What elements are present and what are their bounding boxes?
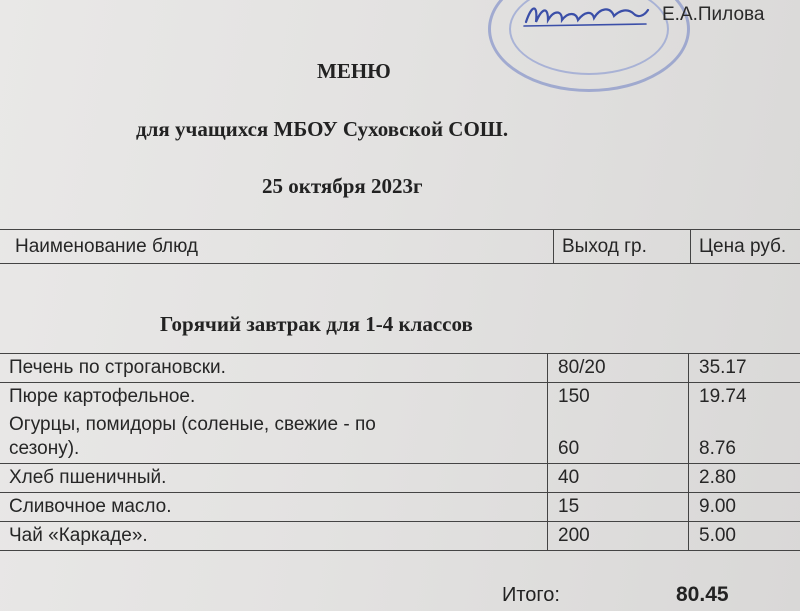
table-row bbox=[0, 464, 800, 493]
dish-price: 19.74 bbox=[689, 383, 800, 412]
column-header-row bbox=[0, 230, 800, 264]
header-dish-name: Наименование блюд bbox=[0, 230, 554, 264]
dish-yield: 80/20 bbox=[548, 354, 689, 383]
table-row bbox=[0, 522, 800, 551]
dish-name: Печень по строгановски. bbox=[0, 354, 548, 383]
dish-yield: 150 bbox=[548, 383, 689, 412]
dish-price: 35.17 bbox=[689, 354, 800, 383]
signer-name: Е.А.Пилова bbox=[662, 4, 765, 25]
dish-price: 9.00 bbox=[689, 493, 800, 522]
dish-name: Хлеб пшеничный. bbox=[0, 464, 548, 493]
column-header-table bbox=[0, 229, 800, 264]
total-value: 80.45 bbox=[676, 583, 729, 606]
menu-items-table bbox=[0, 353, 800, 551]
dish-yield: 40 bbox=[548, 464, 689, 493]
section-title: Горячий завтрак для 1-4 классов bbox=[160, 312, 473, 336]
dish-name: Чай «Каркаде». bbox=[0, 522, 548, 551]
menu-date: 25 октября 2023г bbox=[262, 174, 423, 198]
dish-yield: 200 bbox=[548, 522, 689, 551]
dish-name: Сливочное масло. bbox=[0, 493, 548, 522]
dish-price: 8.76 bbox=[689, 411, 800, 464]
dish-name: Пюре картофельное. bbox=[0, 383, 548, 412]
dish-price: 2.80 bbox=[689, 464, 800, 493]
page-subtitle: для учащихся МБОУ Суховской СОШ. bbox=[136, 117, 509, 141]
dish-yield: 60 bbox=[548, 411, 689, 464]
table-row bbox=[0, 354, 800, 383]
dish-name-line: Огурцы, помидоры (соленые, свежие - по bbox=[9, 414, 376, 435]
total-label: Итого: bbox=[502, 584, 560, 606]
dish-name bbox=[0, 411, 548, 464]
page-title: МЕНЮ bbox=[317, 59, 391, 83]
signature-mark bbox=[522, 0, 652, 30]
table-row bbox=[0, 383, 800, 412]
table-row bbox=[0, 411, 800, 464]
table-row bbox=[0, 493, 800, 522]
dish-name-line: сезону). bbox=[9, 438, 80, 459]
dish-price: 5.00 bbox=[689, 522, 800, 551]
header-price: Цена руб. bbox=[691, 230, 800, 264]
header-yield: Выход гр. bbox=[554, 230, 691, 264]
dish-yield: 15 bbox=[548, 493, 689, 522]
